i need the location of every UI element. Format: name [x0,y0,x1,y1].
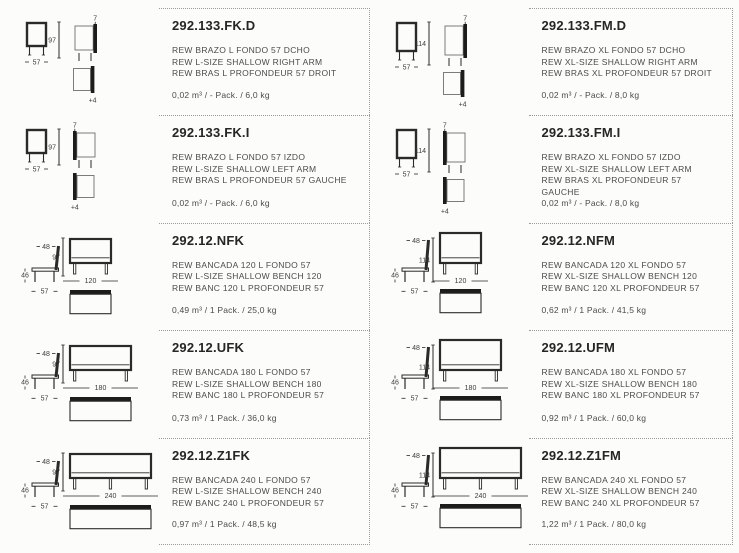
product-info-cell [529,438,734,545]
height-dimension [414,22,430,65]
technical-drawing-area [370,438,529,545]
packing-info: 0,02 m³ / - Pack. / 8,0 kg [541,90,640,101]
plan-view [70,290,111,314]
top-view [74,66,97,105]
front-view [25,130,48,174]
product-entry [0,223,370,330]
description-fr: REW BRAS XL PROFONDEUR 57 DROIT [541,68,713,78]
seat-height-dimension: 46 [21,272,29,280]
side-view [391,453,428,511]
description-es: REW BANCADA 180 XL FONDO 57 [541,367,687,378]
technical-drawing-area [0,438,159,545]
depth-dimension: 57 [410,288,418,296]
height-dimension-label: 114 [418,364,430,372]
height-dimension-label: 97 [52,469,60,477]
front-view [63,239,118,285]
product-code: 292.12.Z1FK [172,447,251,463]
description-en: REW L-SIZE SHALLOW BENCH 240 [172,486,322,497]
catalog-column-left [0,8,370,553]
description-en: REW L-SIZE SHALLOW BENCH 180 [172,378,322,389]
product-info-cell [529,330,734,437]
side-view [445,16,467,67]
product-info-cell [159,330,370,437]
product-descriptions [172,152,359,187]
description-en: REW L-SIZE SHALLOW RIGHT ARM [172,56,323,67]
side-view [391,238,428,296]
front-width-dimension: 57 [402,64,410,72]
description-es: REW BRAZO XL FONDO 57 IZDO [541,152,681,163]
height-dimension [48,22,60,58]
product-descriptions [542,260,723,295]
product-entry [370,330,739,437]
product-code: 292.133.FM.D [541,18,627,33]
depth-dimension: 57 [40,395,49,403]
description-es: REW BANCADA 120 L FONDO 57 [172,259,311,270]
product-descriptions [172,367,359,402]
top-view [71,173,94,212]
product-code: 292.133.FK.I [172,125,250,141]
depth-dimension: 57 [410,395,418,403]
top-view [440,177,463,216]
technical-drawing [0,8,159,115]
front-view [63,454,158,500]
description-en: REW XL-SIZE SHALLOW BENCH 180 [541,378,698,389]
width-dimension: 240 [104,492,117,500]
technical-drawing-area [0,223,159,330]
plan-view [440,289,481,313]
packing-info: 0,92 m³ / 1 Pack. / 60,0 kg [541,412,647,423]
side-view [75,16,97,62]
technical-drawing [370,115,529,222]
product-entry [0,115,370,222]
arm-offset-dimension: +4 [70,204,79,212]
seat-depth-dimension: 48 [42,458,50,466]
product-descriptions [172,260,359,295]
product-entry [370,223,739,330]
product-info-cell [159,115,370,222]
technical-drawing-area [370,8,529,115]
front-view [63,346,138,392]
description-fr: REW BANC 180 L PROFONDEUR 57 [172,390,325,401]
packing-info: 0,02 m³ / - Pack. / 6,0 kg [172,90,270,101]
front-width-dimension: 57 [32,59,41,67]
description-es: REW BANCADA 180 L FONDO 57 [172,367,311,378]
front-width-dimension: 57 [32,166,41,174]
front-view [25,23,48,67]
technical-drawing [0,330,159,437]
height-dimension [414,129,430,172]
product-info-cell [159,438,370,545]
side-view [73,123,95,169]
technical-drawing [0,115,159,222]
width-dimension: 120 [454,277,466,285]
height-dimension-label: 114 [418,472,430,480]
product-info-cell [529,115,734,222]
side-view [21,244,58,296]
plan-view [70,397,131,421]
product-info-cell [159,8,370,115]
product-descriptions [172,45,359,80]
arm-top-dimension: 7 [93,15,98,23]
height-dimension-label: 97 [52,254,60,262]
height-dimension-label: 97 [48,37,56,45]
seat-depth-dimension: 48 [411,452,420,460]
technical-drawing [370,223,529,330]
technical-drawing [370,438,529,545]
product-entry [0,330,370,437]
description-fr: REW BRAS XL PROFONDEUR 57 GAUCHE [541,175,682,197]
product-entry [370,438,739,545]
front-width-dimension: 57 [402,171,410,179]
depth-dimension: 57 [40,503,49,511]
technical-drawing [0,438,159,545]
seat-depth-dimension: 48 [42,243,50,251]
packing-info: 0,97 m³ / 1 Pack. / 48,5 kg [172,518,277,529]
technical-drawing-area [0,115,159,222]
arm-offset-dimension: +4 [440,208,449,216]
technical-drawing-area [0,330,159,437]
depth-dimension: 57 [40,288,49,296]
width-dimension: 240 [474,492,486,500]
description-fr: REW BANC 180 XL PROFONDEUR 57 [541,390,700,401]
product-code: 292.12.UFK [172,340,245,356]
description-en: REW XL-SIZE SHALLOW RIGHT ARM [541,56,698,67]
description-fr: REW BANC 120 XL PROFONDEUR 57 [541,282,700,293]
product-descriptions [542,152,723,198]
product-code: 292.12.UFM [541,340,616,356]
seat-height-dimension: 46 [390,487,399,495]
seat-height-dimension: 46 [390,272,399,280]
arm-offset-dimension: +4 [88,97,97,105]
packing-info: 0,02 m³ / - Pack. / 8,0 kg [541,198,640,209]
product-code: 292.133.FK.D [172,18,256,33]
product-entry [0,438,370,545]
technical-drawing-area [370,223,529,330]
catalog-column-right [370,8,739,553]
product-entry [370,115,739,222]
front-view [433,340,508,392]
top-view [443,70,466,109]
description-en: REW L-SIZE SHALLOW BENCH 120 [172,271,322,282]
description-es: REW BRAZO XL FONDO 57 DCHO [541,45,686,55]
description-en: REW XL-SIZE SHALLOW LEFT ARM [541,163,692,174]
packing-info: 1,22 m³ / 1 Pack. / 80,0 kg [541,518,647,529]
technical-drawing [0,223,159,330]
depth-dimension: 57 [410,503,418,511]
product-entry [370,8,739,115]
product-info-cell [159,223,370,330]
side-view [21,459,58,511]
packing-info: 0,62 m³ / 1 Pack. / 41,5 kg [541,305,647,316]
width-dimension: 180 [94,385,107,393]
description-es: REW BANCADA 240 XL FONDO 57 [541,474,687,485]
description-fr: REW BANC 240 XL PROFONDEUR 57 [541,497,700,508]
description-fr: REW BRAS L PROFONDEUR 57 DROIT [172,68,337,78]
product-info-cell [529,223,734,330]
height-dimension-label: 114 [414,148,426,156]
product-info-cell [529,8,734,115]
height-dimension-label: 97 [48,144,56,152]
front-view [433,448,528,500]
technical-drawing [370,330,529,437]
height-dimension [48,129,60,165]
product-code: 292.133.FM.I [541,125,621,141]
description-en: REW XL-SIZE SHALLOW BENCH 240 [541,486,698,497]
description-fr: REW BRAS L PROFONDEUR 57 GAUCHE [172,175,347,186]
seat-depth-dimension: 48 [411,237,420,245]
product-code: 292.12.Z1FM [541,447,622,463]
seat-height-dimension: 46 [390,379,399,387]
technical-drawing-area [370,330,529,437]
technical-drawing-area [0,8,159,115]
packing-info: 0,49 m³ / 1 Pack. / 25,0 kg [172,305,277,316]
side-view [442,123,464,174]
description-fr: REW BANC 120 L PROFONDEUR 57 [172,282,325,293]
description-en: REW L-SIZE SHALLOW LEFT ARM [172,163,317,174]
description-en: REW XL-SIZE SHALLOW BENCH 120 [541,271,698,282]
packing-info: 0,73 m³ / 1 Pack. / 36,0 kg [172,412,277,423]
product-descriptions [542,475,723,510]
description-fr: REW BANC 240 L PROFONDEUR 57 [172,497,325,508]
technical-drawing [370,8,529,115]
product-descriptions [542,367,723,402]
height-dimension-label: 114 [414,41,426,48]
packing-info: 0,02 m³ / - Pack. / 6,0 kg [172,197,270,208]
description-es: REW BRAZO L FONDO 57 IZDO [172,152,306,163]
product-code: 292.12.NFM [541,232,616,248]
width-dimension: 120 [84,277,97,285]
seat-depth-dimension: 48 [411,345,420,353]
height-dimension-label: 97 [52,361,60,369]
arm-top-dimension: 7 [72,122,77,130]
product-code: 292.12.NFK [172,232,245,248]
front-view [433,233,488,285]
product-descriptions [172,475,359,510]
side-view [21,351,58,403]
plan-view [440,396,501,420]
description-es: REW BRAZO L FONDO 57 DCHO [172,45,311,55]
technical-drawing-area [370,115,529,222]
arm-offset-dimension: +4 [458,101,467,109]
product-descriptions [542,45,723,80]
height-dimension-label: 114 [418,257,430,265]
plan-view [440,504,521,528]
product-entry [0,8,370,115]
description-es: REW BANCADA 240 L FONDO 57 [172,474,311,485]
width-dimension: 180 [464,385,476,393]
seat-height-dimension: 46 [21,487,29,495]
seat-depth-dimension: 48 [42,351,50,359]
description-es: REW BANCADA 120 XL FONDO 57 [541,259,687,270]
side-view [391,345,428,403]
arm-top-dimension: 7 [462,15,467,23]
plan-view [70,505,151,529]
seat-height-dimension: 46 [21,379,29,387]
arm-top-dimension: 7 [442,122,447,130]
